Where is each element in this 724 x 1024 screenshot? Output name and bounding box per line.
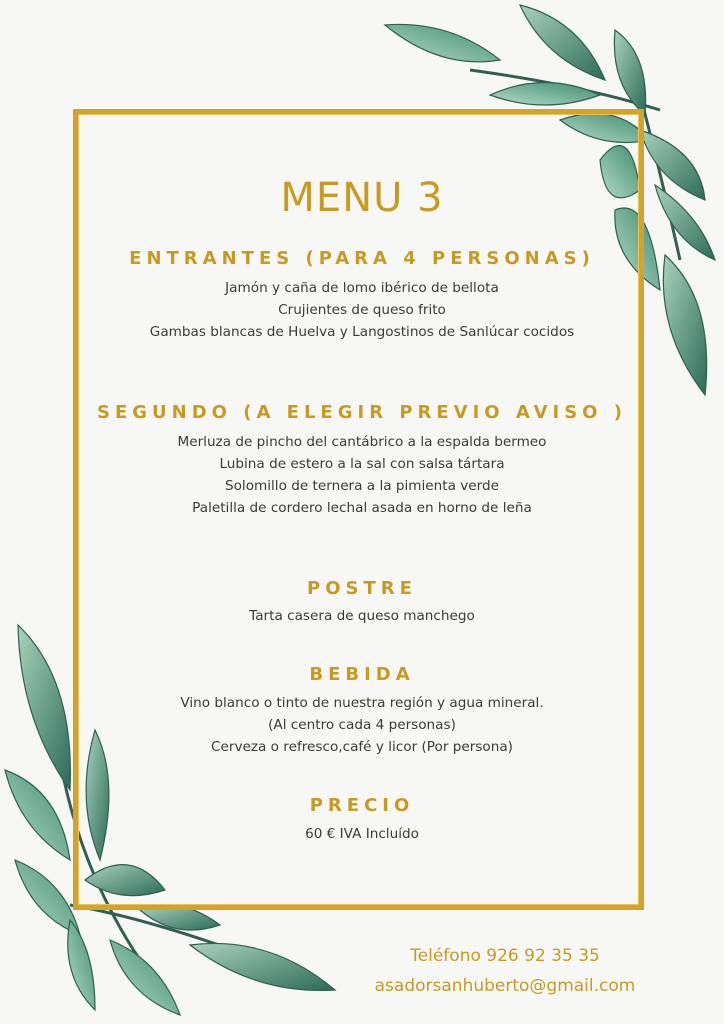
- price-value: 60 € IVA Incluído: [305, 826, 419, 842]
- section-items-entrantes: [0, 277, 724, 343]
- section-items-segundo: [0, 431, 724, 519]
- section-heading-entrantes: ENTRANTES (PARA 4 PERSONAS): [129, 248, 595, 269]
- menu-item: Vino blanco o tinto de nuestra región y agua mineral.: [180, 695, 544, 711]
- menu-item: Cerveza o refresco,café y licor (Por persona): [211, 739, 513, 755]
- contact-email: asadorsanhuberto@gmail.com: [374, 976, 636, 996]
- menu-item: Merluza de pincho del cantábrico a la espalda bermeo: [177, 434, 547, 450]
- section-items-bebida: [0, 692, 724, 758]
- section-heading-segundo: SEGUNDO (A ELEGIR PREVIO AVISO ): [97, 402, 627, 423]
- section-items-precio: [0, 823, 724, 845]
- menu-item: (Al centro cada 4 personas): [268, 717, 456, 733]
- section-items-postre: [0, 605, 724, 627]
- section-heading-postre: POSTRE: [307, 578, 417, 599]
- menu-item: Paletilla de cordero lechal asada en horno de leña: [192, 500, 532, 516]
- menu-item: Gambas blancas de Huelva y Langostinos de Sanlúcar cocidos: [149, 324, 575, 340]
- menu-item: Crujientes de queso frito: [278, 302, 446, 318]
- section-heading-precio: PRECIO: [309, 795, 415, 816]
- menu-item: Lubina de estero a la sal con salsa tártara: [219, 456, 505, 472]
- section-heading-bebida: BEBIDA: [309, 664, 415, 685]
- menu-item: Jamón y caña de lomo ibérico de bellota: [225, 280, 499, 296]
- menu-item: Solomillo de ternera a la pimienta verde: [224, 478, 500, 494]
- contact-phone: Teléfono 926 92 35 35: [410, 946, 600, 966]
- menu-title: MENU 3: [280, 175, 444, 221]
- menu-item: Tarta casera de queso manchego: [249, 608, 475, 624]
